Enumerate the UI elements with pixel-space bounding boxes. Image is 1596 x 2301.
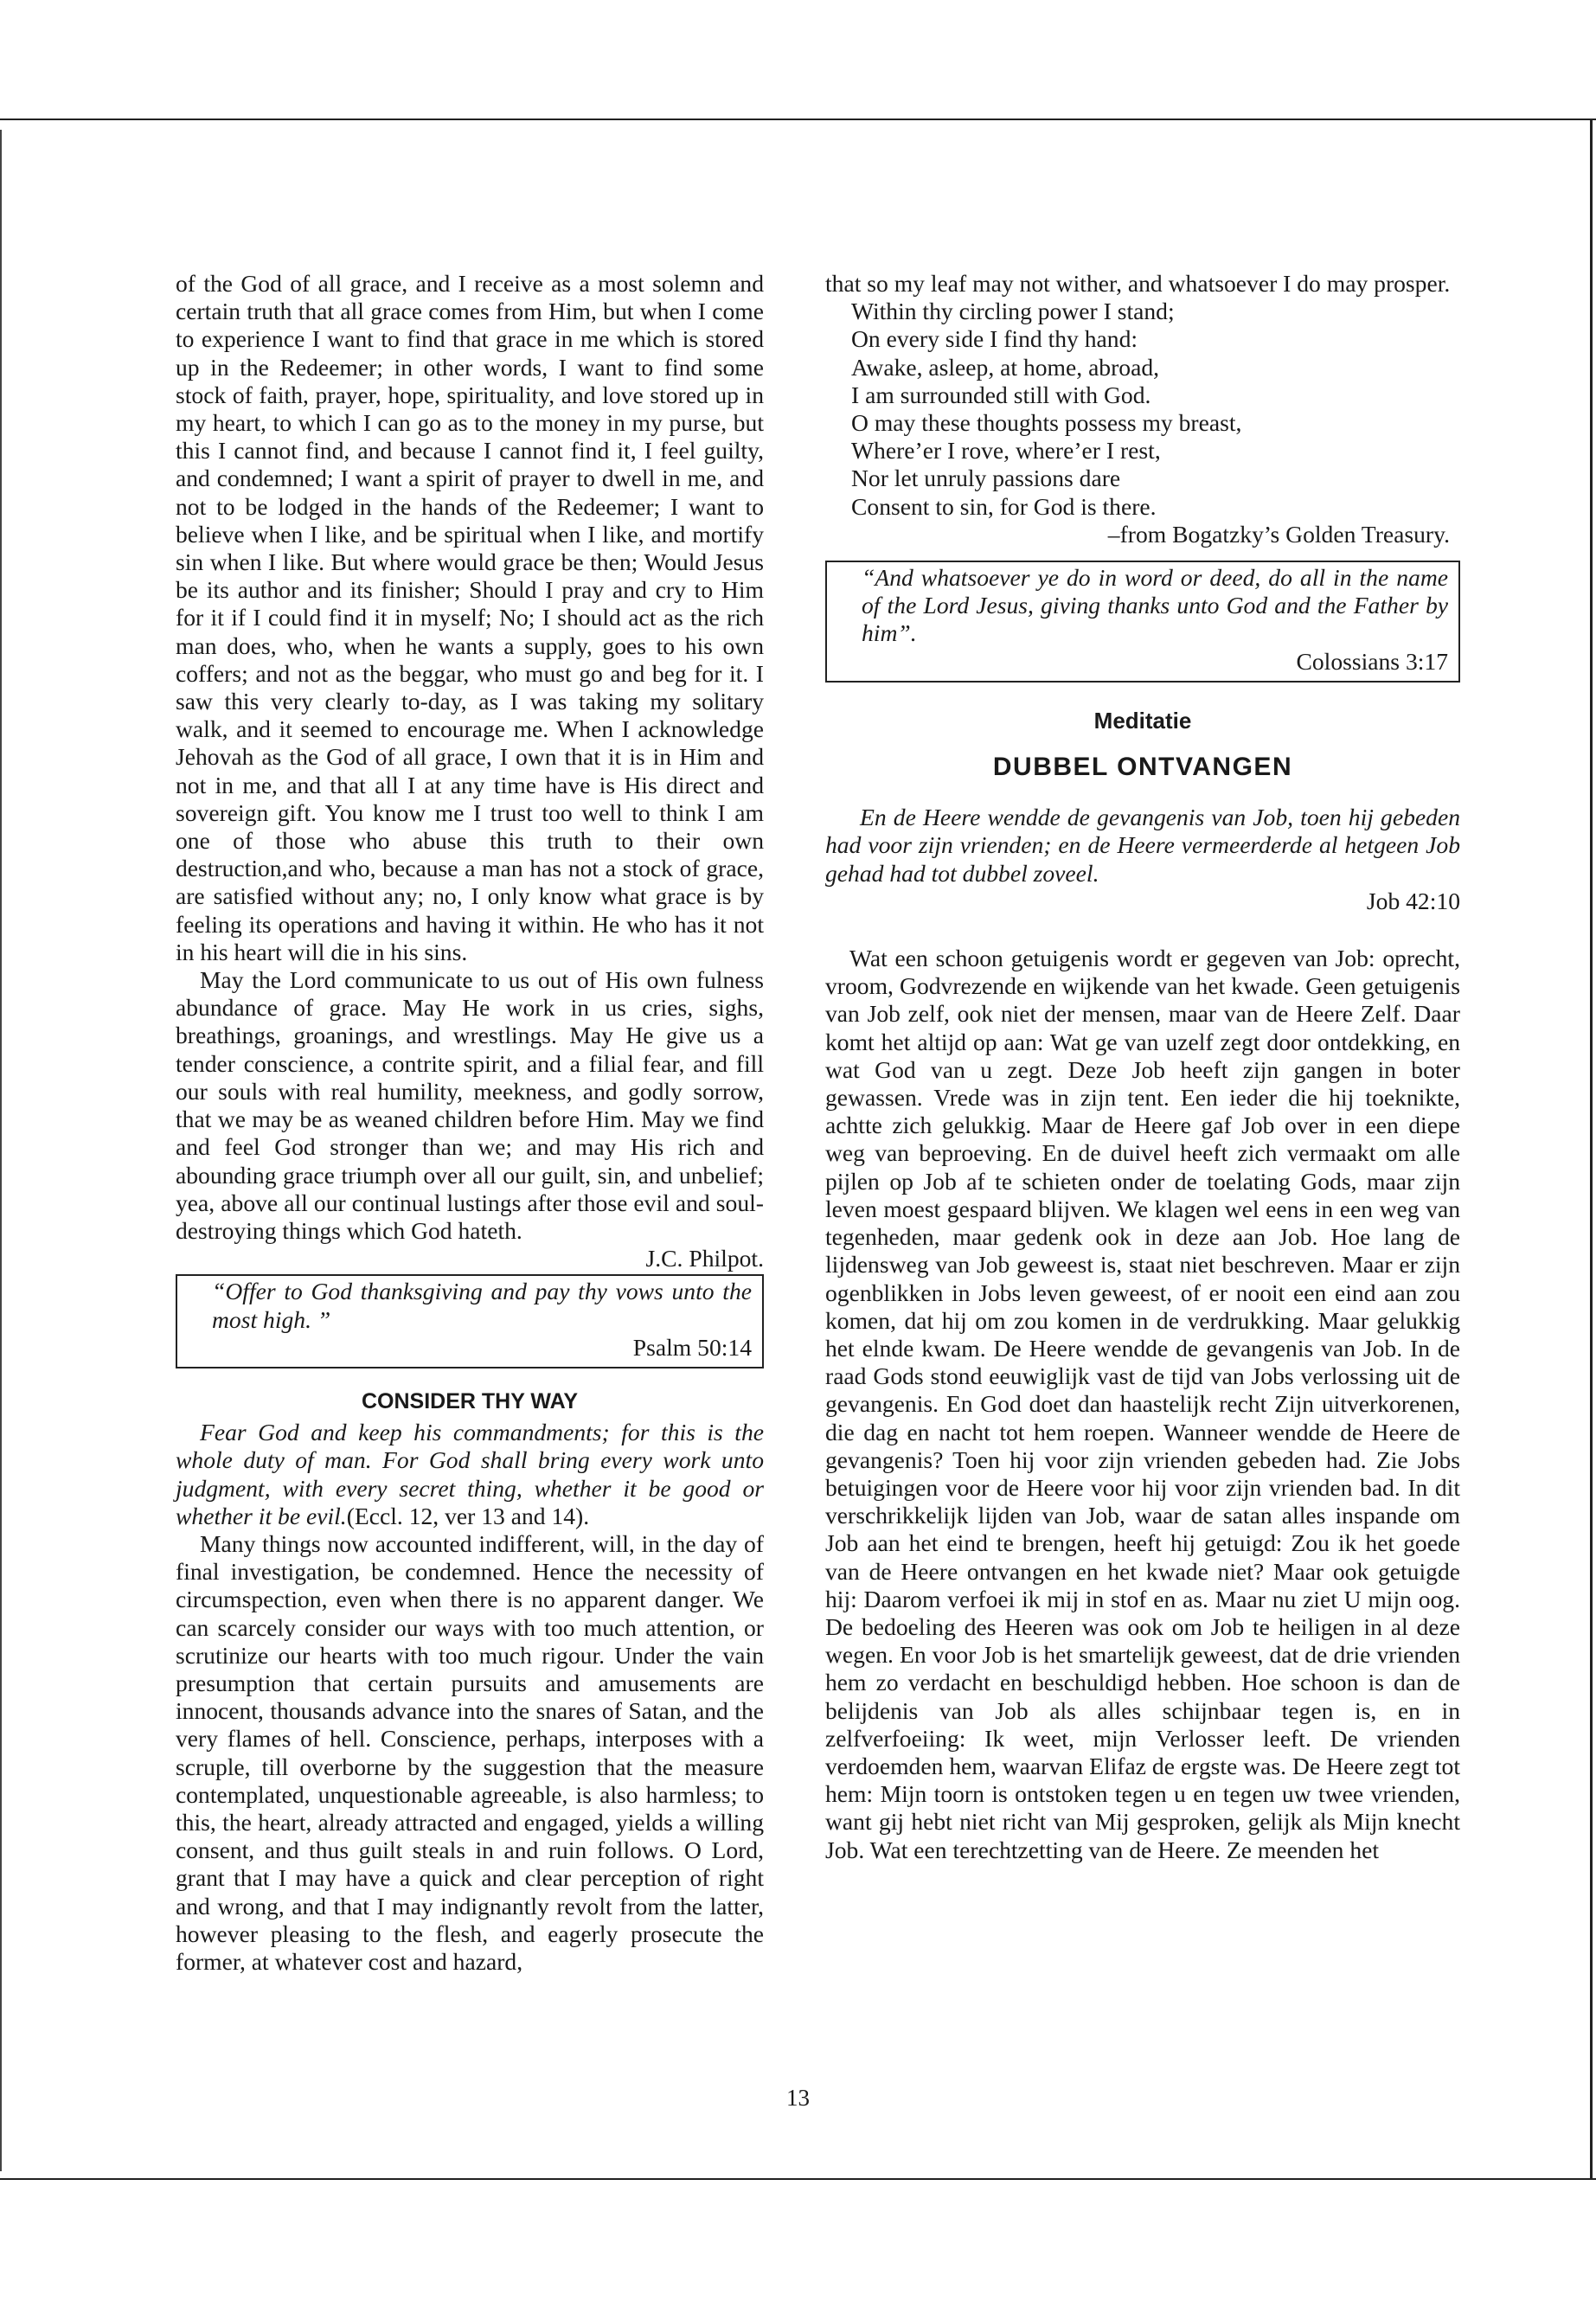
quote-text: “And whatsoever ye do in word or deed, do all in the name of the Lord Jesus, giving thanks unto God and the Father by him”. bbox=[862, 564, 1448, 647]
meditatie-label: Meditatie bbox=[1093, 707, 1192, 734]
quote-text: “Offer to God thanksgiving and pay thy vows unto the most high. ” bbox=[212, 1278, 752, 1333]
poem bbox=[825, 298, 1460, 521]
quote-reference: Psalm 50:14 bbox=[632, 1333, 752, 1361]
poem-line: Within thy circling power I stand; bbox=[851, 298, 1175, 325]
epigraph-italic: Fear God and keep his commandments; for this is the whole duty of man. For God shall bring every work unto judgment, with every secret thing, whether it be good or whether it be evil. bbox=[176, 1419, 764, 1529]
right-paragraph-1: that so my leaf may not wither, and whatsoever I do may prosper. bbox=[825, 270, 1451, 297]
quote-box-psalm bbox=[176, 1274, 764, 1368]
poem-line: O may these thoughts possess my breast, bbox=[851, 409, 1242, 437]
epigraph bbox=[176, 1419, 764, 1530]
left-column bbox=[176, 270, 764, 1976]
left-paragraph-2: May the Lord communicate to us out of His own fulness abundance of grace. May He work in us cries, sighs, breathings, groanings, and wrestlings. May He give us a tender conscience, a contrite spirit, and a filial fear, and fill our souls with real humility, meekness, and godly sorrow, that we may be as weaned children before Him. May we find and feel God stronger than we; and may His rich and abounding grace triumph over all our guilt, sin, and unbelief; yea, above all our continual lustings after those evil and soul-destroying things which God hateth. bbox=[176, 966, 764, 1244]
poem-line: Awake, asleep, at home, abroad, bbox=[851, 353, 1160, 381]
page-number: 13 bbox=[786, 2085, 810, 2111]
section-heading: CONSIDER THY WAY bbox=[361, 1388, 579, 1413]
epigraph-reference: (Eccl. 12, ver 13 and 14). bbox=[346, 1502, 590, 1529]
poem-source: –from Bogatzky’s Golden Treasury. bbox=[1107, 520, 1450, 548]
left-paragraph-1: of the God of all grace, and I receive as a most solemn and certain truth that all grace comes from Him, but when I come to experience I want to find that grace in me which is stored up in the Redeemer; in other words, I want to find some stock of faith, prayer, hope, spirituality, and love stored up in my heart, to which I can go as to the money in my purse, but this I cannot find, and because I cannot find it, I feel guilty, and condemned; I want a spirit of prayer to dwell in me, and not to be lodged in the hands of the Redeemer; I want to believe when I like, and be spiritual when I like, and mortify sin when I like. But where would grace be then; Would Jesus be its author and its finisher; Should I pray and cry to Him for it if I could find it in myself; No; I should act as the rich man does, who, when he wants a supply, goes to his own coffers; and not as the beggar, who must go and beg for it. I saw this very clearly to-day, as I was taking my solitary walk, and it seemed to encourage me. When I acknowledge Jehovah as the God of all grace, I own that it is in Him and not in me, and that all I at any time have is His direct and sovereign gift. You know me I trust too well to think I am one of those who abuse this truth to their own destruction,and who, because a man has not a stock of grace, are satisfied without any; no, I only know what grace is by feeling its operations and having it within. He who has it not in his heart will die in his sins. bbox=[176, 270, 764, 965]
signature: J.C. Philpot. bbox=[645, 1245, 764, 1272]
quote-reference: Colossians 3:17 bbox=[1296, 647, 1448, 675]
dutch-epigraph-reference: Job 42:10 bbox=[1366, 887, 1460, 914]
right-edge-line bbox=[1590, 119, 1593, 2180]
poem-line: Where’er I rove, where’er I rest, bbox=[851, 437, 1161, 465]
poem-line: On every side I find thy hand: bbox=[851, 325, 1138, 353]
top-rule bbox=[0, 119, 1596, 120]
poem-line: Consent to sin, for God is there. bbox=[851, 492, 1157, 520]
right-column bbox=[825, 270, 1460, 1864]
dutch-body: Wat een schoon getuigenis wordt er gegeven van Job: oprecht, vroom, Godvrezende en wijkende van het kwade. Geen getuigenis van Job zelf, ook niet der mensen, maar van de Heere Zelf. Daar komt het altijd op aan: Wat ge van uzelf zegt door ontdekking, en wat God van u zegt. Deze Job heeft zijn gangen in boter gewassen. Vrede was in zijn tent. Een ieder die hij toeknikte, achtte zich gelukkig. Maar de Heere gaf Job over in een diepe weg van beproeving. En de duivel heeft zich vermaakt om alle pijlen op Job af te schieten onder de toelating Gods, maar zijn leven moest gespaard blijven. We klagen wel eens in een weg van tegenheden, maar gedenk ook in deze aan Job. Hoe lang de lijdensweg van Job geweest is, staat niet beschreven. Maar er zijn ogenblikken in Jobs leven geweest, of er nooit een eind aan zou komen, dat hij om zou komen in de verdrukking. Maar gelukkig het elnde kwam. De Heere wendde de gevangenis van Job. In de raad Gods stond eeuwiglijk vast de tijd van Jobs verlossing uit de gevangenis. En God doet dan haastelijk recht Zijn uitverkorenen, die dag en nacht tot hem roepen. Wanneer wendde de Heere de gevangenis? Toen hij voor zijn vrienden gebeden had. Zie Jobs betuigingen voor de Heere voor hij voor zijn vrienden bad. In dit verschrikkelijk lijden van Job, waar de satan alles inspande om Job aan het eind te brengen, heeft hij getuigd: Zou ik het goede van de Heere ontvangen en het kwade niet? Maar ook getuigde hij: Daarom verfoei ik mij in stof en as. Maar nu ziet U mijn oog. De bedoeling des Heeren was ook om Job te heiligen in al deze wegen. En voor Job is het smartelijk geweest, dat de drie vrienden hem zo verdacht en beschuldigd hebben. Hoe schoon is dan de belijdenis van Job als alles schijnbaar tegen is, en in zelfverfoeiing: Ik weet, mijn Verlosser leeft. De vrienden verdoemden hem, waarvan Elifaz de ergste was. De Heere zegt tot hem: Mijn toorn is ontstoken tegen u en tegen uw twee vrienden, want gij hebt niet richt van Mij gesproken, gelijk als Mijn knecht Job. Wat een terechtzetting van de Heere. Ze meenden het bbox=[825, 945, 1460, 1863]
left-edge-line bbox=[0, 130, 2, 2171]
poem-line: Nor let unruly passions dare bbox=[851, 465, 1121, 492]
left-paragraph-3: Many things now accounted indifferent, will, in the day of final investigation, be condemned. Hence the necessity of circumspection, even when there is no apparent danger. We can scarcely consider our ways with too much attention, or scrutinize our hearts with too much rigour. Under the vain presumption that certain pursuits and amusements are innocent, thousands advance into the snares of Satan, and the very flames of hell. Conscience, perhaps, interposes with a scruple, till overborne by the suggestion that the measure contemplated, unquestionable agreeable, is also harmless; to this, the heart, already attracted and engaged, yields a willing consent, and thus guilt steals in and ruin follows. O Lord, grant that I may have a quick and clear perception of right and wrong, and that I may indignantly revolt from the latter, however pleasing to the flesh, and eagerly prosecute the former, at whatever cost and hazard, bbox=[176, 1529, 764, 1975]
poem-line: I am surrounded still with God. bbox=[851, 381, 1151, 408]
dutch-epigraph: En de Heere wendde de gevangenis van Job, toen hij gebeden had voor zijn vrienden; en de Heere vermeerderde al hetgeen Job gehad had tot dubbel zoveel. bbox=[825, 804, 1460, 887]
article-title: DUBBEL ONTVANGEN bbox=[992, 753, 1293, 782]
quote-box-colossians bbox=[825, 561, 1460, 683]
bottom-rule bbox=[0, 2178, 1596, 2180]
